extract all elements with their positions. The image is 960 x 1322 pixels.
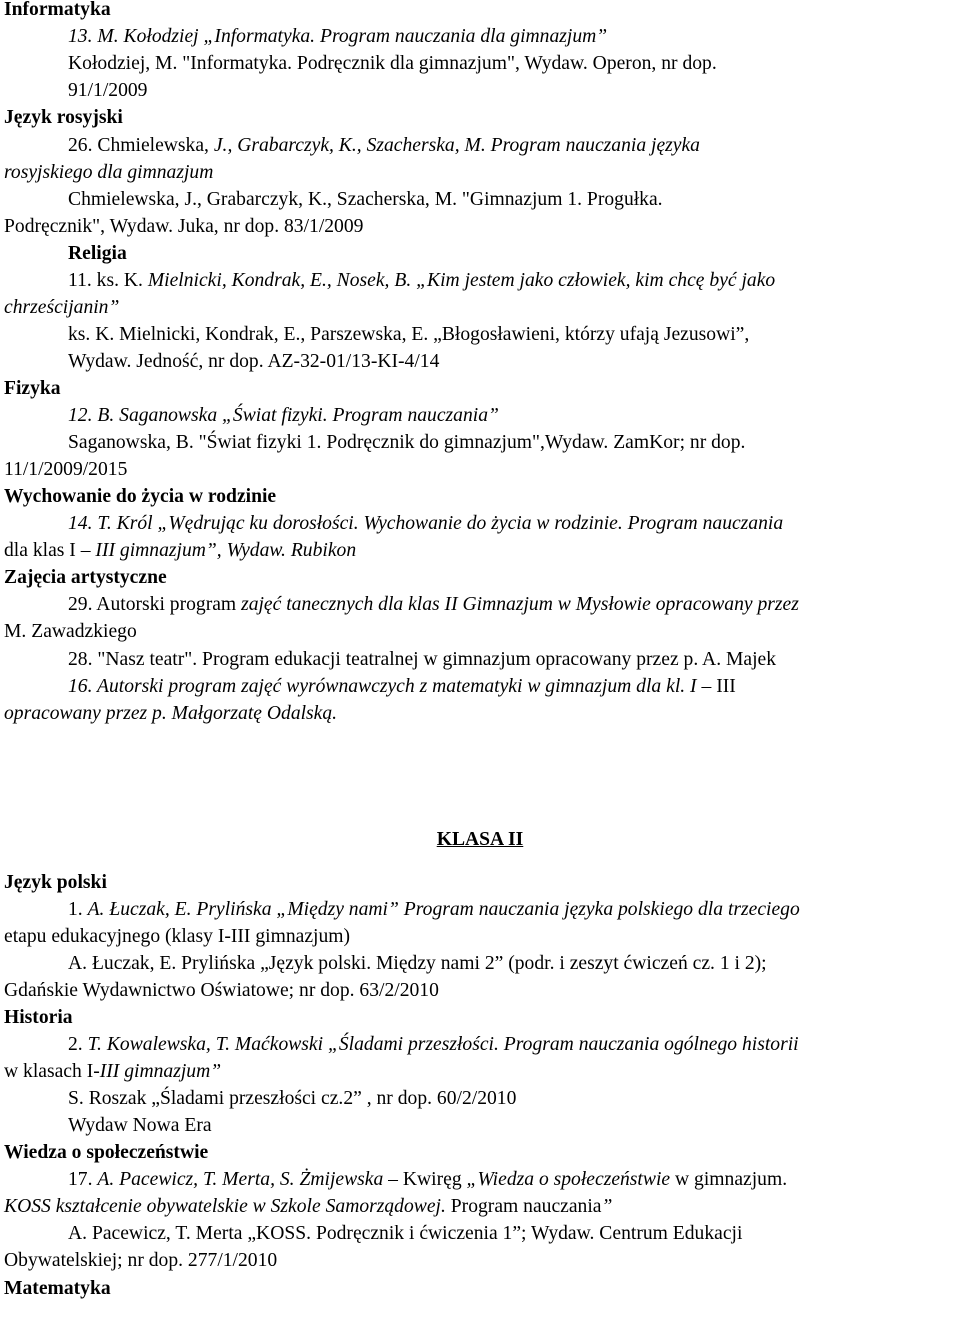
textbook-entry-cont: 91/1/2009 [68, 80, 148, 101]
program-entry: 16. Autorski program zajęć wyrównawczych z matematyki w gimnazjum dla kl. I – III [68, 676, 736, 697]
program-entry: 28. "Nasz teatr". Program edukacji teatralnej w gimnazjum opracowany przez p. A. Majek [68, 649, 777, 670]
heading-religia: Religia [68, 243, 127, 264]
textbook-entry: A. Łuczak, E. Prylińska „Język polski. Między nami 2” (podr. i zeszyt ćwiczeń cz. 1 i 2); [68, 953, 767, 974]
program-entry-cont: chrześcijanin” [4, 297, 120, 318]
program-entry-cont: w klasach I-III gimnazjum” [4, 1061, 222, 1082]
program-entry-cont: rosyjskiego dla gimnazjum [4, 162, 214, 183]
textbook-entry: Chmielewska, J., Grabarczyk, K., Szacherska, M. "Gimnazjum 1. Progułka. [68, 189, 663, 210]
heading-fizyka: Fizyka [4, 378, 61, 399]
program-entry-cont: M. Zawadzkiego [4, 621, 137, 642]
textbook-entry: ks. K. Mielnicki, Kondrak, E., Parszewska, E. „Błogosławieni, którzy ufają Jezusowi”, [68, 324, 750, 345]
program-entry: 12. B. Saganowska „Świat fizyki. Program nauczania” [68, 405, 499, 426]
textbook-entry-cont: Gdańskie Wydawnictwo Oświatowe; nr dop. 63/2/2010 [4, 980, 439, 1001]
heading-informatyka: Informatyka [4, 0, 111, 20]
textbook-entry-cont: 11/1/2009/2015 [4, 459, 128, 480]
textbook-entry: A. Pacewicz, T. Merta „KOSS. Podręcznik i ćwiczenia 1”; Wydaw. Centrum Edukacji [68, 1223, 743, 1244]
program-entry: 29. Autorski program zajęć tanecznych dla klas II Gimnazjum w Mysłowie opracowany przez [68, 594, 799, 615]
heading-jezyk-polski: Język polski [4, 872, 107, 893]
textbook-entry-cont: Wydaw Nowa Era [68, 1115, 212, 1136]
heading-historia: Historia [4, 1007, 73, 1028]
textbook-entry-cont: Podręcznik", Wydaw. Juka, nr dop. 83/1/2009 [4, 216, 364, 237]
textbook-entry: Saganowska, B. "Świat fizyki 1. Podręcznik do gimnazjum",Wydaw. ZamKor; nr dop. [68, 432, 746, 453]
program-entry: 26. Chmielewska, J., Grabarczyk, K., Szacherska, M. Program nauczania języka [68, 135, 700, 156]
program-entry: 13. M. Kołodziej „Informatyka. Program nauczania dla gimnazjum” [68, 26, 608, 47]
class-heading: KLASA II [436, 829, 524, 850]
program-entry: 14. T. Król „Wędrując ku dorosłości. Wychowanie do życia w rodzinie. Program nauczania [68, 513, 784, 534]
textbook-entry: S. Roszak „Śladami przeszłości cz.2” , nr dop. 60/2/2010 [68, 1088, 517, 1109]
program-entry: 2. T. Kowalewska, T. Maćkowski „Śladami przeszłości. Program nauczania ogólnego historii [68, 1034, 799, 1055]
textbook-entry-cont: Obywatelskiej; nr dop. 277/1/2010 [4, 1250, 278, 1271]
program-entry-cont: etapu edukacyjnego (klasy I-III gimnazjum) [4, 926, 351, 947]
heading-jezyk-rosyjski: Język rosyjski [4, 107, 123, 128]
program-entry: 17. A. Pacewicz, T. Merta, S. Żmijewska – Kwiręg „Wiedza o społeczeństwie w gimnazjum. [68, 1169, 788, 1190]
program-entry-cont: opracowany przez p. Małgorzatę Odalską. [4, 703, 338, 724]
heading-matematyka: Matematyka [4, 1278, 111, 1299]
program-entry: 11. ks. K. Mielnicki, Kondrak, E., Nosek, B. „Kim jestem jako człowiek, kim chcę być jako [68, 270, 776, 291]
program-entry-cont: KOSS kształcenie obywatelskie w Szkole Samorządowej. Program nauczania” [4, 1196, 613, 1217]
program-entry: 1. A. Łuczak, E. Prylińska „Między nami” Program nauczania języka polskiego dla trzeciego [68, 899, 800, 920]
textbook-entry-cont: Wydaw. Jedność, nr dop. AZ-32-01/13-KI-4/14 [68, 351, 440, 372]
heading-wiedza-o-spoleczenstwie: Wiedza o społeczeństwie [4, 1142, 209, 1163]
program-entry-cont: dla klas I – III gimnazjum”, Wydaw. Rubikon [4, 540, 357, 561]
heading-wychowanie: Wychowanie do życia w rodzinie [4, 486, 277, 507]
heading-zajecia-artystyczne: Zajęcia artystyczne [4, 567, 167, 588]
textbook-entry: Kołodziej, M. "Informatyka. Podręcznik dla gimnazjum", Wydaw. Operon, nr dop. [68, 53, 717, 74]
